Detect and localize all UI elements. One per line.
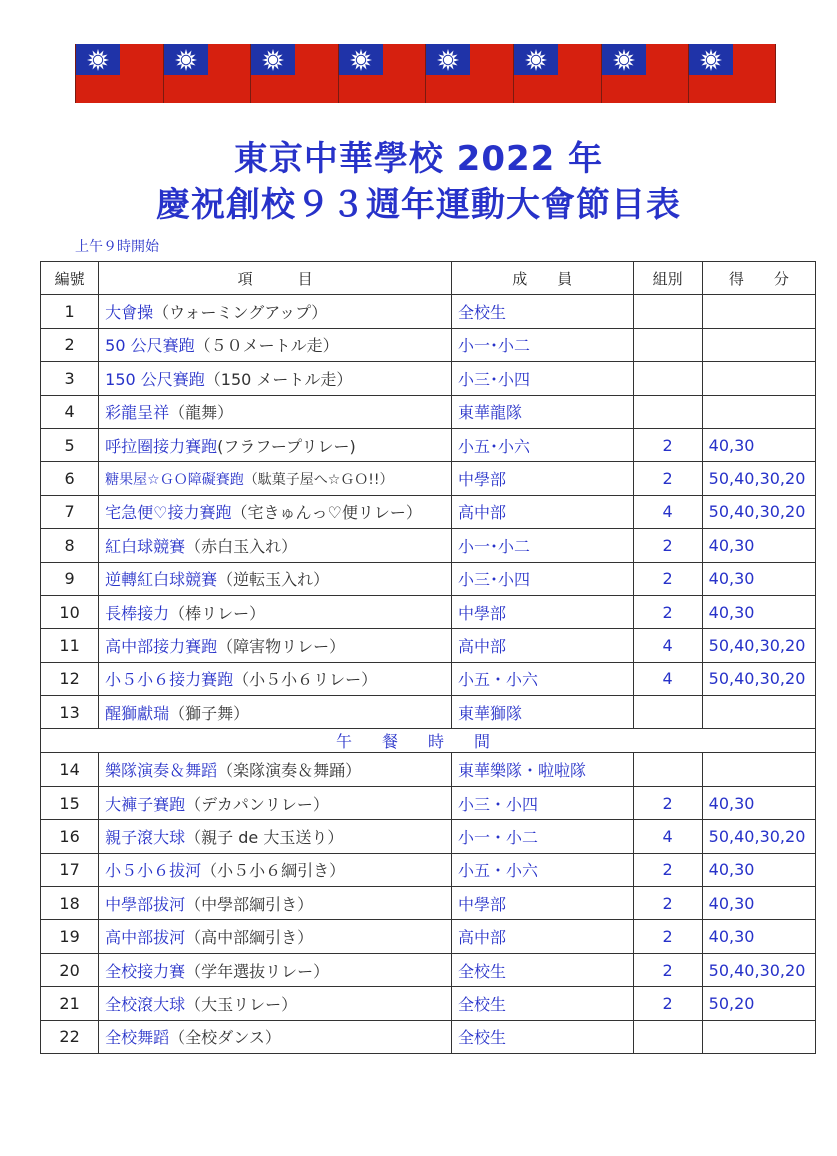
- row-groups: [633, 362, 702, 395]
- item-subtitle: （デカパンリレー）: [185, 794, 329, 814]
- row-members: 全校生: [452, 953, 633, 986]
- row-item: [99, 595, 452, 628]
- row-item: [99, 328, 452, 361]
- row-points: 50,40,30,20: [702, 662, 815, 695]
- row-members: 小一･小二: [452, 529, 633, 562]
- table-row: [41, 887, 816, 920]
- row-no: 22: [41, 1020, 99, 1053]
- row-item: [99, 395, 452, 428]
- item-name: 宅急便♡接力賽跑: [105, 503, 232, 523]
- title-line-1: 東京中華學校 2022 年: [233, 139, 604, 179]
- item-name: 長棒接力: [105, 603, 170, 623]
- item-name: 全校舞蹈: [105, 1028, 170, 1048]
- row-groups: [633, 295, 702, 328]
- row-no: 16: [41, 820, 99, 853]
- table-row: [41, 1020, 816, 1053]
- row-members: 小一・小二: [452, 820, 633, 853]
- row-members: 全校生: [452, 1020, 633, 1053]
- row-groups: [633, 1020, 702, 1053]
- item-name: 逆轉紅白球競賽: [105, 570, 218, 590]
- row-points: [702, 328, 815, 361]
- row-points: 50,40,30,20: [702, 462, 815, 495]
- item-subtitle: （障害物リレー）: [217, 636, 346, 656]
- item-name: 大褲子賽跑: [105, 794, 186, 814]
- row-members: 高中部: [452, 920, 633, 953]
- table-row: [41, 753, 816, 786]
- row-item: [99, 753, 452, 786]
- item-subtitle: （高中部綱引き）: [185, 928, 314, 948]
- row-no: 9: [41, 562, 99, 595]
- flag-strip: [75, 44, 776, 103]
- table-row: [41, 295, 816, 328]
- table-row: [41, 462, 816, 495]
- row-no: 6: [41, 462, 99, 495]
- flag-image: [601, 44, 689, 103]
- item-subtitle: （駄菓子屋へ☆ＧＯ!!）: [243, 471, 394, 488]
- row-groups: 2: [633, 428, 702, 461]
- item-subtitle: （ウォーミングアップ）: [153, 303, 328, 323]
- row-no: 5: [41, 428, 99, 461]
- row-no: 20: [41, 953, 99, 986]
- row-no: 14: [41, 753, 99, 786]
- item-subtitle: （150 メートル走）: [204, 369, 353, 389]
- table-row: [41, 629, 816, 662]
- item-subtitle: （獅子舞）: [169, 703, 250, 723]
- row-members: 小三･小四: [452, 362, 633, 395]
- row-item: [99, 462, 452, 495]
- row-no: 13: [41, 696, 99, 729]
- row-item: [99, 562, 452, 595]
- item-subtitle: （宅きゅんっ♡便リレー）: [231, 503, 422, 523]
- row-item: [99, 920, 452, 953]
- flag-image: [338, 44, 426, 103]
- row-points: 50,40,30,20: [702, 629, 815, 662]
- table-row: [41, 428, 816, 461]
- row-members: 東華龍隊: [452, 395, 633, 428]
- row-item: [99, 295, 452, 328]
- table-row: [41, 362, 816, 395]
- row-members: 全校生: [452, 987, 633, 1020]
- flag-image: [163, 44, 251, 103]
- table-row: [41, 595, 816, 628]
- row-no: 21: [41, 987, 99, 1020]
- item-name: 樂隊演奏＆舞蹈: [105, 761, 218, 781]
- program-table: [40, 261, 816, 1054]
- row-members: 東華樂隊・啦啦隊: [452, 753, 633, 786]
- row-no: 17: [41, 853, 99, 886]
- sun-icon: [426, 44, 470, 75]
- row-points: 40,30: [702, 853, 815, 886]
- row-no: 12: [41, 662, 99, 695]
- row-item: [99, 853, 452, 886]
- row-groups: 2: [633, 887, 702, 920]
- item-subtitle: （中學部綱引き）: [185, 894, 314, 914]
- item-subtitle: （全校ダンス）: [169, 1028, 281, 1048]
- item-name: 紅白球競賽: [105, 536, 186, 556]
- item-name: 高中部拔河: [105, 928, 186, 948]
- row-groups: 2: [633, 562, 702, 595]
- row-members: 小一･小二: [452, 328, 633, 361]
- row-members: 小五･小六: [452, 428, 633, 461]
- row-members: 小三･小四: [452, 562, 633, 595]
- flag-image: [688, 44, 776, 103]
- row-members: 高中部: [452, 629, 633, 662]
- table-row: [41, 328, 816, 361]
- row-points: 40,30: [702, 562, 815, 595]
- table-row: [41, 562, 816, 595]
- item-name: 糖果屋☆ＧＯ障礙賽跑: [105, 471, 244, 488]
- item-subtitle: （親子 de 大玉送り）: [185, 827, 344, 847]
- sun-icon: [602, 44, 646, 75]
- start-time: 上午９時開始: [75, 239, 159, 255]
- item-name: 小５小６接力賽跑: [105, 670, 234, 690]
- row-members: 高中部: [452, 495, 633, 528]
- row-groups: 2: [633, 529, 702, 562]
- row-groups: [633, 395, 702, 428]
- row-points: [702, 753, 815, 786]
- item-subtitle: （大玉リレー）: [185, 994, 298, 1014]
- item-name: 大會操: [105, 303, 154, 323]
- table-row: [41, 953, 816, 986]
- row-item: [99, 495, 452, 528]
- title-line-2: 慶祝創校９３週年運動大會節目表: [156, 185, 681, 225]
- item-name: 彩龍呈祥: [105, 403, 170, 423]
- header-no: 編號: [41, 262, 99, 295]
- sun-icon: [689, 44, 733, 75]
- row-groups: 2: [633, 953, 702, 986]
- row-item: [99, 887, 452, 920]
- lunch-row: [41, 729, 816, 753]
- item-subtitle: （楽隊演奏＆舞踊）: [217, 761, 362, 781]
- row-no: 7: [41, 495, 99, 528]
- item-subtitle: （学年選抜リレー）: [185, 961, 330, 981]
- row-groups: 2: [633, 987, 702, 1020]
- table-row: [41, 853, 816, 886]
- row-item: [99, 662, 452, 695]
- row-members: 東華獅隊: [452, 696, 633, 729]
- row-groups: 4: [633, 629, 702, 662]
- item-name: 50 公尺賽跑: [105, 336, 195, 356]
- row-groups: 4: [633, 495, 702, 528]
- table-row: [41, 495, 816, 528]
- row-points: 50,40,30,20: [702, 953, 815, 986]
- row-item: [99, 629, 452, 662]
- table-row: [41, 987, 816, 1020]
- item-subtitle: （５０メートル走）: [194, 336, 339, 356]
- row-members: 中學部: [452, 595, 633, 628]
- row-item: [99, 529, 452, 562]
- row-item: [99, 696, 452, 729]
- item-subtitle: （龍舞）: [169, 403, 234, 423]
- row-members: 中學部: [452, 462, 633, 495]
- table-row: [41, 696, 816, 729]
- row-no: 11: [41, 629, 99, 662]
- sun-icon: [164, 44, 208, 75]
- row-groups: 2: [633, 853, 702, 886]
- row-no: 2: [41, 328, 99, 361]
- header-item: 項 目: [99, 262, 452, 295]
- row-item: [99, 1020, 452, 1053]
- row-members: 小三・小四: [452, 786, 633, 819]
- row-item: [99, 428, 452, 461]
- sun-icon: [339, 44, 383, 75]
- item-subtitle: （赤白玉入れ）: [185, 536, 298, 556]
- row-groups: 2: [633, 920, 702, 953]
- row-points: 40,30: [702, 595, 815, 628]
- item-name: 呼拉圈接力賽跑: [105, 436, 218, 456]
- table-row: [41, 820, 816, 853]
- row-no: 19: [41, 920, 99, 953]
- row-groups: 2: [633, 595, 702, 628]
- row-no: 4: [41, 395, 99, 428]
- row-points: 40,30: [702, 920, 815, 953]
- table-row: [41, 662, 816, 695]
- row-points: [702, 395, 815, 428]
- row-members: 小五・小六: [452, 662, 633, 695]
- header-groups: 組別: [633, 262, 702, 295]
- row-members: 中學部: [452, 887, 633, 920]
- sun-icon: [514, 44, 558, 75]
- item-name: 150 公尺賽跑: [105, 369, 205, 389]
- item-name: 高中部接力賽跑: [105, 636, 218, 656]
- row-no: 15: [41, 786, 99, 819]
- row-points: 50,40,30,20: [702, 495, 815, 528]
- sun-icon: [76, 44, 120, 75]
- row-item: [99, 786, 452, 819]
- item-subtitle: （小５小６リレー）: [233, 670, 378, 690]
- row-item: [99, 820, 452, 853]
- row-item: [99, 953, 452, 986]
- row-groups: 2: [633, 462, 702, 495]
- flag-image: [513, 44, 601, 103]
- item-subtitle: （小５小６綱引き）: [201, 861, 346, 881]
- row-members: 小五・小六: [452, 853, 633, 886]
- flag-image: [250, 44, 338, 103]
- row-points: 40,30: [702, 887, 815, 920]
- row-points: 40,30: [702, 786, 815, 819]
- row-groups: [633, 696, 702, 729]
- row-points: [702, 1020, 815, 1053]
- row-no: 10: [41, 595, 99, 628]
- row-groups: 2: [633, 786, 702, 819]
- row-groups: 4: [633, 820, 702, 853]
- flag-image: [75, 44, 163, 103]
- item-subtitle: （棒リレー）: [169, 603, 266, 623]
- row-no: 3: [41, 362, 99, 395]
- item-name: 中學部拔河: [105, 894, 186, 914]
- row-no: 1: [41, 295, 99, 328]
- table-row: [41, 786, 816, 819]
- row-points: 50,40,30,20: [702, 820, 815, 853]
- item-subtitle: （逆転玉入れ）: [217, 570, 330, 590]
- row-item: [99, 362, 452, 395]
- table-header-row: [41, 262, 816, 295]
- table-row: [41, 920, 816, 953]
- flag-image: [425, 44, 513, 103]
- item-name: 親子滾大球: [105, 827, 186, 847]
- row-points: [702, 696, 815, 729]
- row-points: [702, 295, 815, 328]
- header-points: 得 分: [702, 262, 815, 295]
- table-row: [41, 395, 816, 428]
- row-members: 全校生: [452, 295, 633, 328]
- row-item: [99, 987, 452, 1020]
- row-points: 50,20: [702, 987, 815, 1020]
- item-name: 全校接力賽: [105, 961, 186, 981]
- item-name: 醒獅獻瑞: [105, 703, 170, 723]
- table-row: [41, 529, 816, 562]
- row-groups: 4: [633, 662, 702, 695]
- row-points: [702, 362, 815, 395]
- item-name: 全校滾大球: [105, 994, 186, 1014]
- lunch-label: 午餐時間: [41, 729, 816, 753]
- row-no: 18: [41, 887, 99, 920]
- header-members: 成 員: [452, 262, 633, 295]
- row-points: 40,30: [702, 529, 815, 562]
- sun-icon: [251, 44, 295, 75]
- row-groups: [633, 328, 702, 361]
- item-name: 小５小６拔河: [105, 861, 202, 881]
- item-subtitle: (フラフープリレー): [217, 436, 356, 456]
- row-points: 40,30: [702, 428, 815, 461]
- row-no: 8: [41, 529, 99, 562]
- row-groups: [633, 753, 702, 786]
